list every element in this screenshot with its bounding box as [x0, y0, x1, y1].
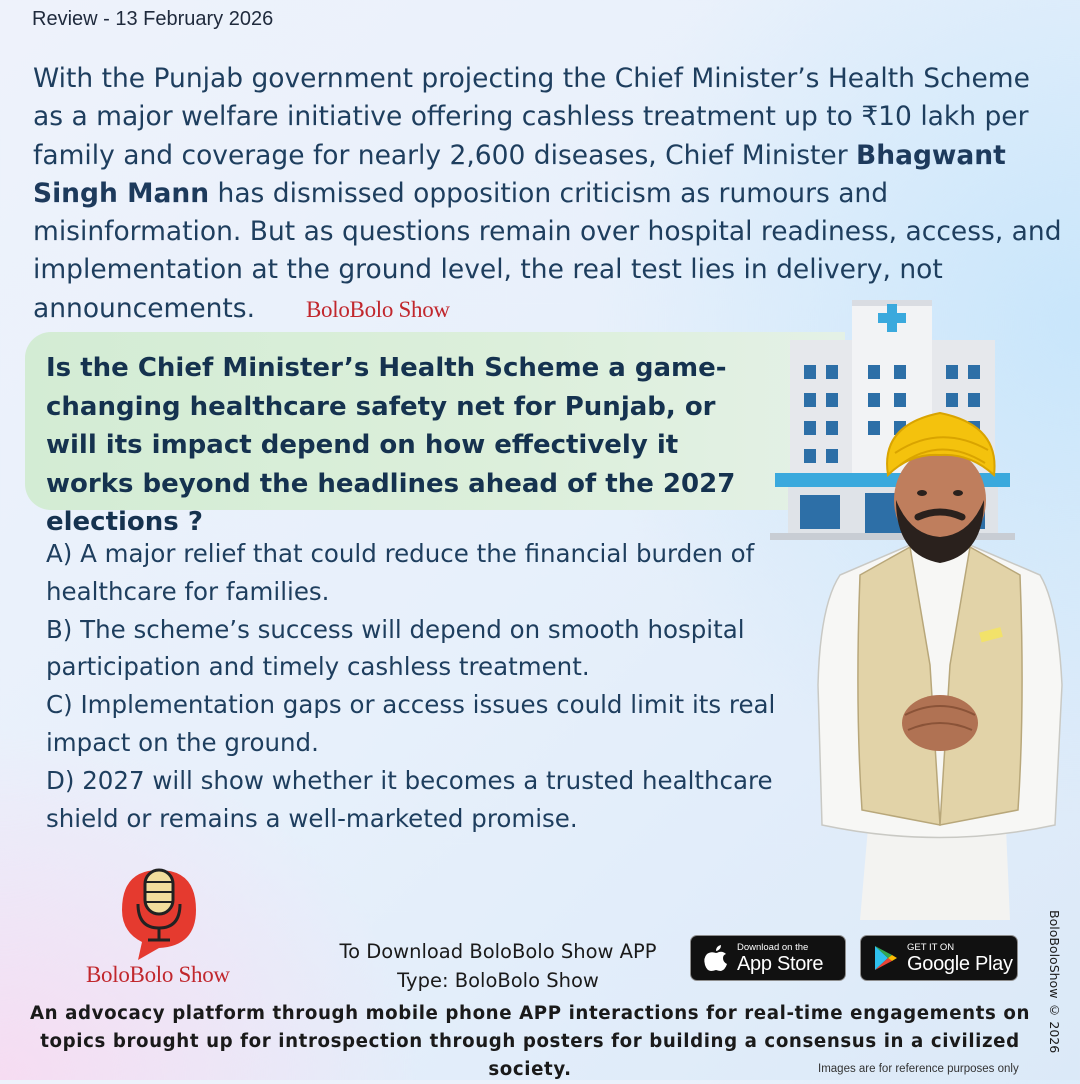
appstore-button[interactable]: [690, 935, 846, 981]
intro-paragraph: [33, 60, 1063, 328]
download-instructions: [333, 938, 663, 995]
cm-name: Bhagwant Singh Mann: [33, 139, 1006, 209]
intro-text-2: has dismissed opposition criticism as rumours and misinformation. But as questions remain over hospital readiness, access, and implementation at the ground level, the real test lies in delivery, not announcements.: [33, 177, 1062, 324]
review-date: Review - 13 February 2026: [32, 8, 274, 30]
option-b: B) The scheme’s success will depend on smooth hospital participation and timely cashless treatment.: [46, 614, 745, 682]
person-illustration: [800, 405, 1080, 920]
googleplay-small-label: GET IT ON: [907, 941, 955, 953]
download-line-2: Type: BoloBolo Show: [397, 968, 599, 992]
brand-logo-text: BoloBolo Show: [86, 962, 230, 987]
apple-icon: [703, 943, 729, 973]
option-c: C) Implementation gaps or access issues could limit its real impact on the ground.: [46, 690, 776, 757]
google-play-icon: [873, 944, 899, 972]
download-line-1: To Download BoloBolo Show APP: [339, 940, 657, 963]
option-d: D) 2027 will show whether it becomes a trusted healthcare shield or remains a well-marketed promise.: [46, 765, 773, 833]
option-a: A) A major relief that could reduce the financial burden of healthcare for families.: [46, 539, 755, 606]
poll-question: Is the Chief Minister’s Health Scheme a game-changing healthcare safety net for Punjab, or will its impact depend on how effectively it works beyond the headlines ahead of the 2027 elections ?: [46, 353, 736, 537]
microphone-logo-icon: [118, 862, 200, 962]
image-disclaimer: Images are for reference purposes only: [818, 1063, 1019, 1075]
copyright-notice: BoloBoloShow © 2026: [1047, 910, 1062, 1054]
googleplay-button[interactable]: [860, 935, 1018, 981]
poll-options: [46, 535, 786, 837]
platform-tagline: An advocacy platform through mobile phone APP interactions for real-time engagements on topics brought up for introspection through posters for building a consensus in a civilized society.: [29, 1003, 1031, 1080]
appstore-small-label: Download on the: [737, 941, 809, 953]
googleplay-big-label: Google Play: [907, 952, 1013, 975]
appstore-big-label: App Store: [737, 952, 824, 975]
intro-text-1: With the Punjab government projecting the Chief Minister’s Health Scheme as a major welfare initiative offering cashless treatment up to ₹10 lakh per family and coverage for nearly 2,600 diseases, Chief Minister: [33, 63, 1030, 171]
brand-watermark: BoloBolo Show: [306, 297, 450, 322]
